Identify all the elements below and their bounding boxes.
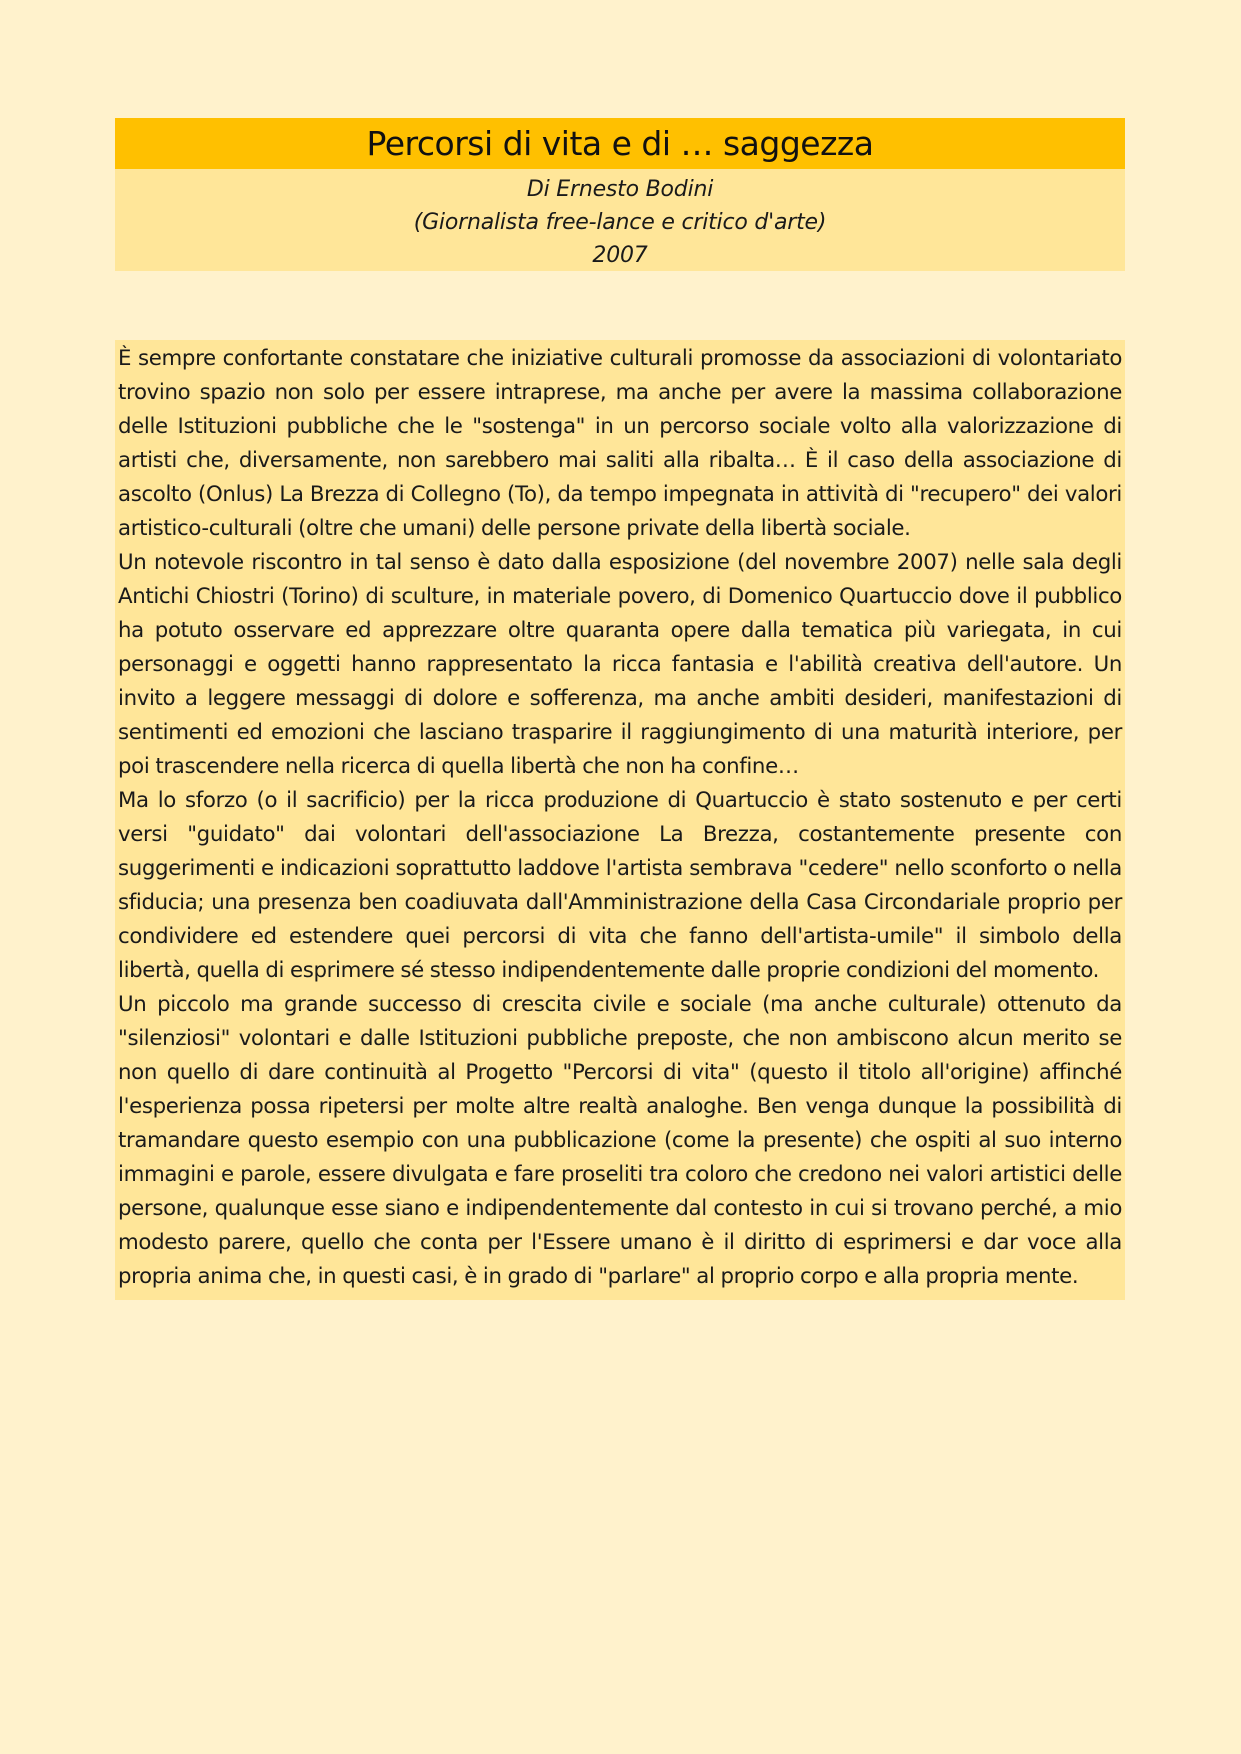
document-header <box>115 118 1125 271</box>
paragraph-4: Un piccolo ma grande successo di crescita civile e sociale (ma anche culturale) ottenuto da "silenziosi" volontari e dalle Istituzioni pubbliche preposte, che non ambiscono alcun merito se non quello di dare continuità al Progetto "Percorsi di vita" (questo il titolo all'origine) affinché l'esperienza possa ripetersi per molte altre realtà analoghe. Ben venga dunque la possibilità di tramandare questo esempio con una pubblicazione (come la presente) che ospiti al suo interno immagini e parole, essere divulgata e fare proseliti tra coloro che credono nei valori artistici delle persone, qualunque esse siano e indipendentemente dal contesto in cui si trovano perché, a mio modesto parere, quello che conta per l'Essere umano è il diritto di esprimersi e dar voce alla propria anima che, in questi casi, è in grado di "parlare" al proprio corpo e alla propria mente. <box>118 992 1122 1289</box>
paragraph-2: Un notevole riscontro in tal senso è dato dalla esposizione (del novembre 2007) nelle sala degli Antichi Chiostri (Torino) di sculture, in materiale povero, di Domenico Quartuccio dove il pubblico ha potuto osservare ed apprezzare oltre quaranta opere dalla tematica più variegata, in cui personaggi e oggetti hanno rappresentato la ricca fantasia e l'abilità creativa dell'autore. Un invito a leggere messaggi di dolore e sofferenza, ma anche ambiti desideri, manifestazioni di sentimenti ed emozioni che lasciano trasparire il raggiungimento di una maturità interiore, per poi trascendere nella ricerca di quella libertà che non ha confine… <box>118 550 1122 779</box>
author-line: Di Ernesto Bodini <box>526 177 714 202</box>
paragraph-1: È sempre confortante constatare che iniziative culturali promosse da associazioni di volontariato trovino spazio non solo per essere intraprese, ma anche per avere la massima collaborazione delle Istituzioni pubbliche che le "sostenga" in un percorso sociale volto alla valorizzazione di artisti che, diversamente, non sarebbero mai saliti alla ribalta… È il caso della associazione di ascolto (Onlus) La Brezza di Collegno (To), da tempo impegnata in attività di "recupero" dei valori artistico-culturali (oltre che umani) delle persone private della libertà sociale. <box>118 346 1122 541</box>
page-title: Percorsi di vita e di … saggezza <box>366 124 874 163</box>
year-line: 2007 <box>592 243 648 268</box>
byline-box <box>115 169 1125 271</box>
paragraph-3: Ma lo sforzo (o il sacrificio) per la ricca produzione di Quartuccio è stato sostenuto e per certi versi "guidato" dai volontari dell'associazione La Brezza, costantemente presente con suggerimenti e indicazioni soprattutto laddove l'artista sembrava "cedere" nello sconforto o nella sfiducia; una presenza ben coadiuvata dall'Amministrazione della Casa Circondariale proprio per condividere ed estendere quei percorsi di vita che fanno dell'artista-umile" il simbolo della libertà, quella di esprimere sé stesso indipendentemente dalle proprie condizioni del momento. <box>118 788 1122 983</box>
article-body <box>115 340 1125 1300</box>
title-bar <box>115 118 1125 169</box>
author-role-line: (Giornalista free-lance e critico d'arte) <box>413 210 827 235</box>
